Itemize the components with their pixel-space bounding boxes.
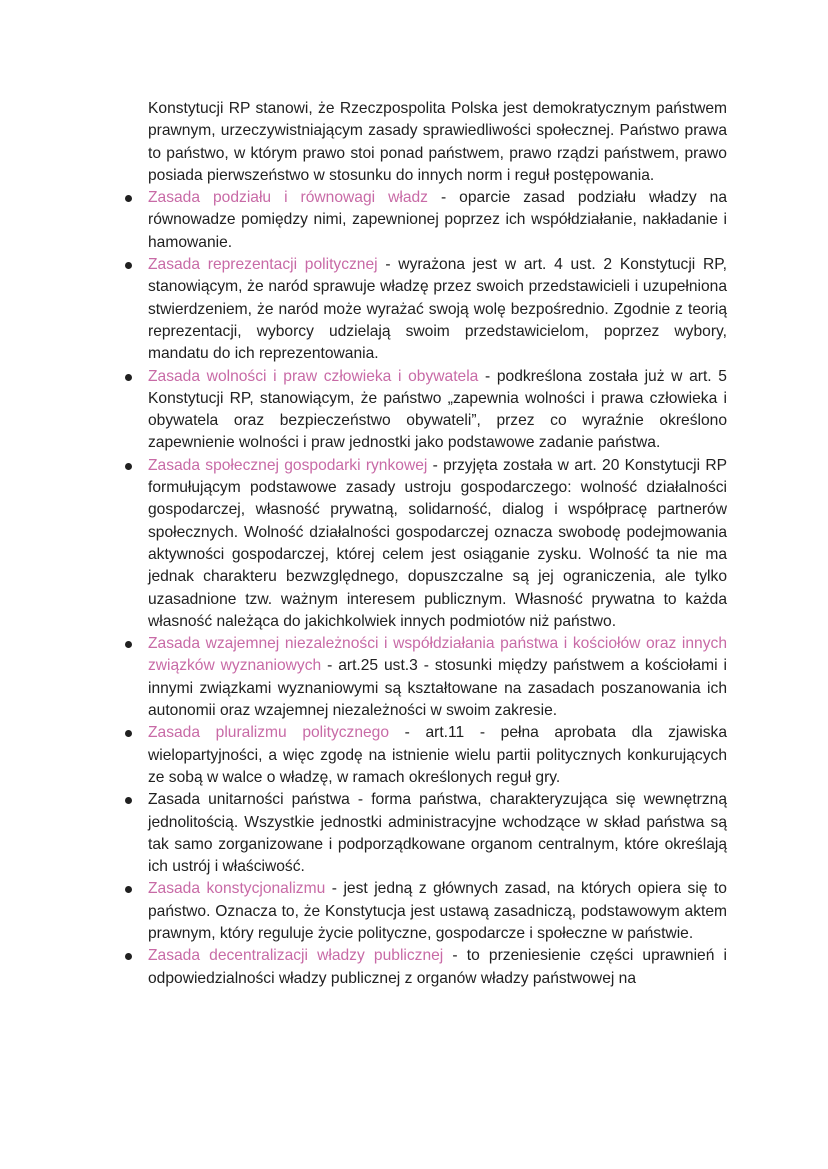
- intro-paragraph: Konstytucji RP stanowi, że Rzeczpospolita Polska jest demokratycznym państwem prawnym, urzeczywistniającym zasady sprawiedliwości społecznej. Państwo prawa to państwo, w którym prawo stoi ponad państwem, prawo rządzi państwem, prawo posiada pierwszeństwo w stosunku do innych norm i reguł postępowania.: [148, 100, 727, 184]
- principle-term: Zasada konstycjonalizmu: [148, 880, 326, 898]
- principle-term: Zasada decentralizacji władzy publicznej: [148, 947, 444, 965]
- list-item: [148, 789, 727, 878]
- principle-term: Zasada podziału i równowagi władz: [148, 189, 428, 207]
- principle-text: - wyrażona jest w art. 4 ust. 2 Konstytucji RP, stanowiącym, że naród sprawuje władzę przez swoich przedstawicieli i uzupełniona stwierdzeniem, że naród może wyrażać swoją wolę bezpośrednio. Zgodnie z teorią reprezentacji, wyborcy udzielają swoim przedstawicielom, poprzez wybory, mandatu do ich reprezentowania.: [148, 256, 727, 363]
- principle-term: Zasada wolności i praw człowieka i obywatela: [148, 367, 479, 385]
- principle-text: - jest jedną z głównych zasad, na których opiera się to państwo. Oznacza to, że Konstytucja jest ustawą zasadniczą, podstawowym aktem prawnym, który reguluje życie polityczne, gospodarcze i społeczne w państwie.: [148, 880, 727, 942]
- principle-term: Zasada pluralizmu politycznego: [148, 724, 390, 742]
- principle-term: Zasada społecznej gospodarki rynkowej: [148, 456, 428, 474]
- list-item: [148, 722, 727, 789]
- list-item: [148, 878, 727, 945]
- bullet-icon: [125, 262, 132, 269]
- list-item: [148, 366, 727, 455]
- principle-text: - art.11 - pełna aprobata dla zjawiska wielopartyjności, a więc zgodę na istnienie wielu partii politycznych konkurujących ze sobą w walce o władzę, w ramach określonych reguł gry.: [148, 724, 727, 786]
- bullet-icon: [125, 730, 132, 737]
- document-page: [148, 98, 727, 990]
- principle-term: Zasada wzajemnej niezależności i współdziałania państwa i kościołów oraz innych związków wyznaniowych: [148, 635, 727, 675]
- bullet-icon: [125, 374, 132, 381]
- list-item: [148, 254, 727, 365]
- list-item: [148, 187, 727, 254]
- list-item: [148, 455, 727, 633]
- bullet-icon: [125, 641, 132, 648]
- principle-text: - podkreślona została już w art. 5 Konstytucji RP, stanowiącym, że państwo „zapewnia wolności i prawa człowieka i obywatela oraz bezpieczeństwo obywateli”, przez co wyraźnie określono zapewnienie wolności i praw jednostki jako podstawowe zadanie państwa.: [148, 367, 727, 452]
- principle-text: Zasada unitarności państwa - forma państwa, charakteryzująca się wewnętrzną jednolitością. Wszystkie jednostki administracyjne wchodzące w skład państwa są tak samo zorganizowane i podporządkowane organom centralnym, które określają ich ustrój i właściwość.: [148, 791, 727, 876]
- principles-list: [148, 187, 727, 990]
- bullet-icon: [125, 463, 132, 470]
- principle-term: Zasada reprezentacji politycznej: [148, 256, 378, 274]
- bullet-icon: [125, 953, 132, 960]
- bullet-icon: [125, 195, 132, 202]
- list-item: [148, 633, 727, 722]
- bullet-icon: [125, 886, 132, 893]
- bullet-icon: [125, 797, 132, 804]
- list-item: [148, 945, 727, 990]
- principle-text: - przyjęta została w art. 20 Konstytucji RP formułującym podstawowe zasady ustroju gospodarczego: wolność działalności gospodarczej, własność prywatną, solidarność, dialog i współpracę partnerów społecznych. Wolność działalności gospodarczej oznacza swobodę podejmowania aktywności gospodarczej, której celem jest osiąganie zysku. Wolność ta nie ma jednak charakteru bezwzględnego, dopuszczalne są jej ograniczenia, ale tylko uzasadnione tzw. ważnym interesem publicznym. Własność prywatna to każda własność należąca do jakichkolwiek innych podmiotów niż państwo.: [148, 456, 727, 630]
- principle-text: - art.25 ust.3 - stosunki między państwem a kościołami i innymi związkami wyznaniowymi są kształtowane na zasadach poszanowania ich autonomii oraz wzajemnej niezależności w swoim zakresie.: [148, 657, 727, 720]
- principle-text: - to przeniesienie części uprawnień i odpowiedzialności władzy publicznej z organów władzy państwowej na: [148, 947, 727, 987]
- principle-text: - oparcie zasad podziału władzy na równowadze pomiędzy nimi, zapewnionej poprzez ich współdziałanie, nakładanie i hamowanie.: [148, 189, 727, 251]
